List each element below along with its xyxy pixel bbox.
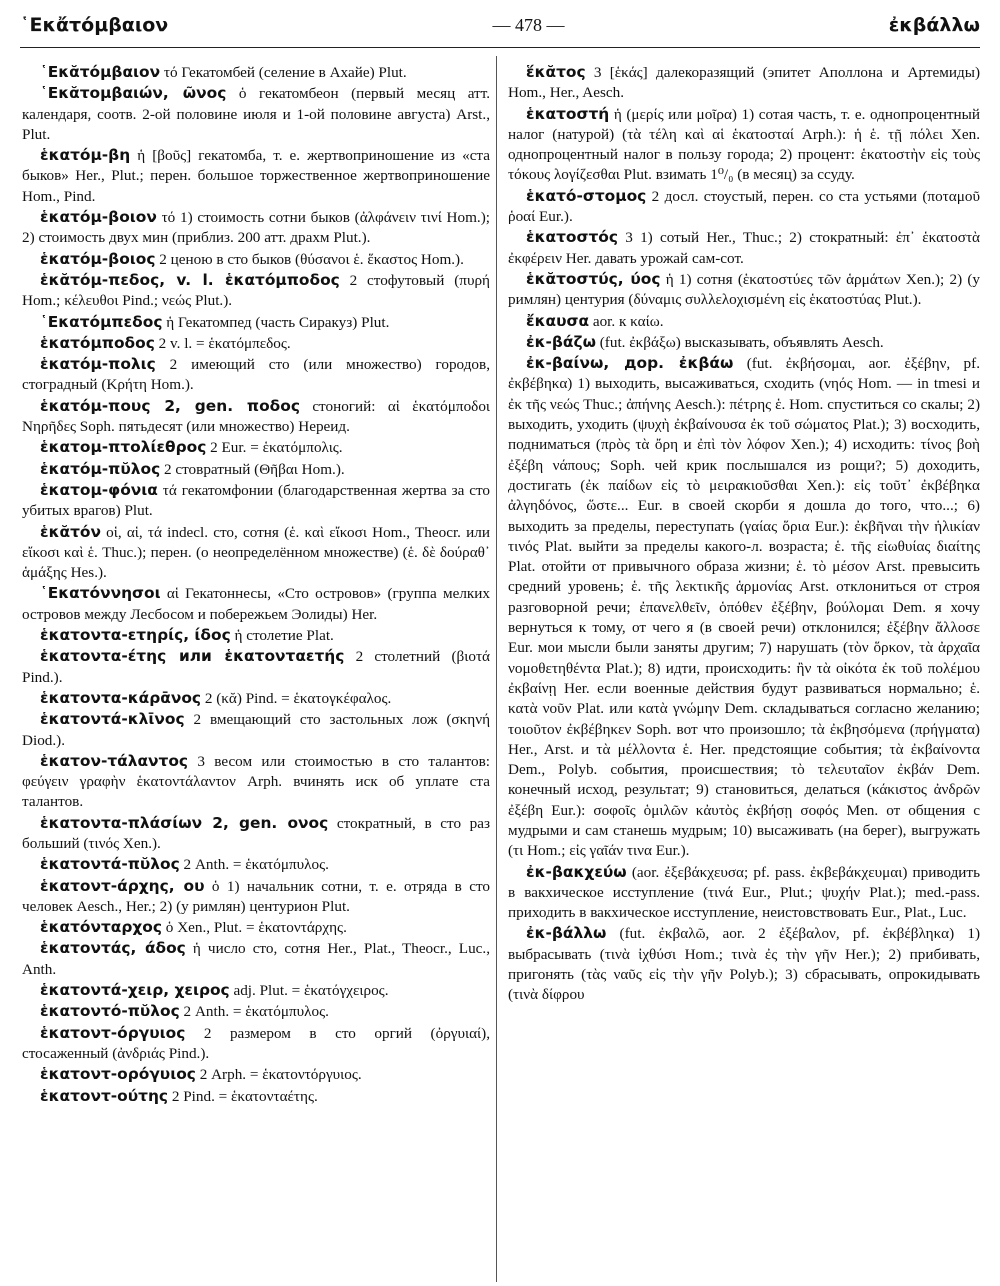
dictionary-entry <box>22 480 490 522</box>
dictionary-entry <box>22 354 490 396</box>
entry-text: ὁ 1) начальник сотни, т. е. отряда в сто человек Aesch., Her.; 2) (у римлян) центурион Plut. <box>22 877 490 915</box>
entry-text: ὁ гекатомбеон (первый месяц атт. календаря, соотв. 2-ой половине июля и 1-ой половине августа) Arst., Plut. <box>22 85 490 143</box>
entry-text: ἡ 1) сотня (ἑκατοστύες τῶν ἁρμάτων Xen.); 2) (у римлян) центурия (δύναμις συλλελοχισμένη εἰς ἑκατοστύας Plut.). <box>508 270 980 309</box>
dictionary-entry <box>22 249 490 270</box>
dictionary-entry <box>508 353 980 861</box>
entry-text: αἱ Гекатоннесы, «Сто островов» (группа мелких островов между Лесбосом и побережьем Эолиды) Her. <box>22 585 490 623</box>
entry-headword: ἑκατοντα-ετηρίς, ίδος <box>40 626 231 645</box>
dictionary-entry <box>508 332 980 353</box>
entry-text: (fut. ἐκβάξω) высказывать, объявлять Aesch. <box>599 333 884 351</box>
dictionary-entry <box>22 83 490 145</box>
dictionary-entry <box>22 396 490 438</box>
entry-headword: ἑκατοστός <box>526 228 618 247</box>
entry-headword: ἕκᾰτος <box>526 63 586 81</box>
entry-text: (fut. ἐκβαλῶ, aor. 2 ἐξέβαλον, pf. ἐκβέβληκα) 1) выбрасывать (τινὰ ἰχθύσι Hom.; τινὰ ἐς τὴν γῆν Her.); 2) прибивать, пригонять (τὰς ναῦς εἰς τὴν γῆν Polyb.); 3) сбрасывать, опрокидывать (τινὰ δίφρου <box>508 925 980 1004</box>
entry-headword: ἑκᾰτόν <box>40 522 101 541</box>
entry-text: ὁ Xen., Plut. = ἑκατοντάρχης. <box>165 919 347 937</box>
entry-headword: ῾Εκατόννησοι <box>40 584 161 603</box>
entry-headword: ἑκατόμ-βη <box>40 146 131 165</box>
entry-text: 2 ценою в сто быков (θύσανοι ἑ. ἕκαστος Hom.). <box>159 250 464 268</box>
dictionary-entry <box>22 813 490 855</box>
entry-headword: ἐκ-βάζω <box>526 332 596 351</box>
dictionary-entry <box>22 1001 490 1022</box>
entry-headword: ῾Εκατόμπεδος <box>40 312 163 331</box>
page-number: — 478 — <box>492 15 565 35</box>
left-column <box>22 62 490 1282</box>
entry-headword: ἑκατοντ-ούτης <box>40 1086 169 1105</box>
entry-headword: ἑκατοντ-όργυιος <box>40 1023 186 1042</box>
entry-text: ἡ Гекатомпед (часть Сиракуз) Plut. <box>166 313 390 331</box>
dictionary-entry <box>22 145 490 207</box>
entry-text: τό Гекатомбей (селение в Ахайе) Plut. <box>163 64 407 81</box>
dictionary-entry <box>22 688 490 709</box>
dictionary-entry <box>508 862 980 924</box>
entry-headword: ῾Εκᾰτόμβαιον <box>40 63 161 81</box>
entry-text: стоногий: αἱ ἑκατόμποδοι Νηρῆδες Soph. пятьдесят (или множество) Нереид. <box>22 397 490 436</box>
entry-headword: ἑκατό-στομος <box>526 186 647 205</box>
dictionary-entry <box>508 227 980 269</box>
entry-headword: ἑκατόμ-βοιον <box>40 208 157 227</box>
dictionary-entry <box>508 923 980 1005</box>
dictionary-entry <box>508 186 980 228</box>
entry-text: 2 размером в сто оргий (ὀργυιαί), стосаженный (ἀνδριάς Pind.). <box>22 1024 490 1062</box>
entry-headword: ἑκατοστή <box>526 104 610 123</box>
entry-text: 2 досл. стоустый, перен. со ста устьями (ποταμοῦ ῥοαί Eur.). <box>508 187 980 226</box>
entry-text: 2 вмещающий сто застольных лож (σκηνή Diod.). <box>22 711 490 749</box>
entry-text: 3 весом или стоимостью в сто талантов: φεύγειν γραφὴν ἑκατοντάλαντον Arph. вчинять иск об уплате ста талантов. <box>22 752 490 811</box>
entry-headword: ἑκατόμ-πῠλος <box>40 459 161 478</box>
header-rule <box>20 47 980 48</box>
entry-text: ἡ столетие Plat. <box>234 627 334 645</box>
dictionary-entry <box>22 312 490 333</box>
entry-headword: ἑκατοντά-πῠλος <box>40 855 180 874</box>
entry-text: 2 Eur. = ἑκατόμπολις. <box>210 439 343 457</box>
entry-headword: ἑκατόνταρχος <box>40 918 162 937</box>
entry-text: ἡ число сто, сотня Her., Plat., Theocr., Luc., Anth. <box>22 940 490 978</box>
entry-text: οἱ, αἱ, τά indecl. сто, сотня (ἑ. καὶ εἴκοσι Hom., Theocr. или εἴκοσι καὶ ἑ. Thuc.); перен. (о неопределённом множестве) (ἑ. δὲ δούραθ᾽ ἁμάξης Hes.). <box>22 523 490 582</box>
dictionary-entry <box>22 876 490 918</box>
entry-headword: ἑκατόμ-βοιος <box>40 249 156 268</box>
dictionary-entry <box>22 270 490 312</box>
entry-headword: ἑκατοντό-πῠλος <box>40 1002 180 1021</box>
dictionary-entry <box>22 62 490 83</box>
entry-text: стократный, в сто раз больший (τινός Xen.). <box>22 814 490 852</box>
entry-text: ἡ [βοῦς] гекатомба, т. е. жертвоприношение из «ста быков» Her., Plut.; перен. большое торжественное жертвоприношение Hom., Pind. <box>22 147 490 205</box>
entry-text: 2 имеющий сто (или множество) городов, стоградный (Κρήτη Hom.). <box>22 356 490 394</box>
dictionary-entry <box>22 938 490 980</box>
entry-headword: ἐκ-βακχεύω <box>526 862 627 881</box>
dictionary-entry <box>22 625 490 646</box>
entry-headword: ἐκ-βάλλω <box>526 924 607 943</box>
entry-headword: ἑκατοντα-έτης или ἑκατονταετής <box>40 647 345 666</box>
entry-headword: ἐκ-βαίνω, дор. ἐκβάω <box>526 354 734 373</box>
entry-headword: ἑκατόμ-πους 2, gen. ποδος <box>40 396 300 415</box>
entry-headword: ἑκατοντά-κλῑνος <box>40 710 185 729</box>
dictionary-entry <box>22 522 490 584</box>
entry-headword: ἑκατόμποδος <box>40 333 155 352</box>
page-header <box>20 14 980 42</box>
entry-headword: ἑκατομ-πτολίεθρος <box>40 438 207 457</box>
dictionary-entry <box>22 1086 490 1107</box>
entry-headword: ἑκατον-τάλαντος <box>40 751 189 770</box>
entry-headword: ἑκᾰτόμ-πεδος, v. l. ἑκατόμποδος <box>40 270 340 289</box>
entry-text: τό 1) стоимость сотни быков (ἀλφάνειν τινί Hom.); 2) стоимость двух мин (приблиз. 200 атт. драхм Plut.). <box>22 209 490 247</box>
entry-text: τά гекатомфонии (благодарственная жертва за сто убитых врагов) Plut. <box>22 481 490 520</box>
dictionary-entry <box>22 437 490 458</box>
entry-text: (aor. ἐξεβάκχευσα; pf. pass. ἐκβεβάκχευμαι) приводить в вакхическое исступление (τινά Eur., Plut.; ψυχήν Plat.); med.-pass. приходить в вакхическое исступление, неистовствовать Eur., Plat., Luc. <box>508 863 980 922</box>
dictionary-entry <box>22 1064 490 1085</box>
dictionary-entry <box>22 646 490 688</box>
entry-headword: ἑκατόμ-πολις <box>40 355 156 374</box>
dictionary-entry <box>508 269 980 311</box>
dictionary-entry <box>22 583 490 625</box>
entry-text: ἡ (μερίς или μοῖρα) 1) сотая часть, т. е. однопроцентный налог (натурой) (τὰ τέλη καὶ αἱ ἑκατοσταί Arph.): ἡ ἑ. τῇ πόλει Xen. однопроцентный налог в пользу города; 2) процент: ἑκατοστὴν εἰς τοὺς τόκους λογίζεσθαι Plut. взимать 1⁰/₀ (в месяц) за ссуду. <box>508 105 980 184</box>
entry-text: 2 стофутовый (πυρή Hom.; κέλευθοι Pind.; νεώς Plut.). <box>22 271 490 310</box>
entry-headword: ἑκατομ-φόνια <box>40 480 158 499</box>
entry-text: 2 Arph. = ἑκατοντόργυιος. <box>199 1066 362 1084</box>
entry-headword: ἑκατοντά-χειρ, χειρος <box>40 981 230 1000</box>
entry-headword: ῾Εκᾰτομβαιών, ῶνος <box>40 84 227 103</box>
entry-headword: ἔκαυσα <box>526 311 590 330</box>
dictionary-entry <box>22 854 490 875</box>
entry-text: (fut. ἐκβήσομαι, aor. ἐξέβην, pf. ἐκβέβηκα) 1) выходить, высаживаться, сходить (νηός Hom. — in tmesi и ἐκ τῆς νεώς Thuc.; ἀπήνης Aesch.): πέτρης ἑ. Hom. спуститься со скалы; 2) выходить, уходить (ψυχὴ ἐκβαίνουσα ἐκ τοῦ σώματος Plat.); 3) восходить, подниматься (πρὸς τὰ ὄρη и ἐπὶ τὸν λόφον Xen.); 4) исходить: τίνος βοὴ ἐξέβη νάπους; Soph. чей крик послышался из рощи?; 5) доходить, достигать (ἐκ παίδων εἰς τὸ μειρακιοῦσθαι Xen.): εἰς τοῦτ᾽ ἐκβέβηκα ἀλγηδόνος, ὥστε... Eur. в своей скорби я дошла до того, что...; 6) выходить за пределы, переступать (γαίας ὅρια Eur.): ἐκβῆναι τὴν ἡλικίαν τινός Plat. выйти за пределы какого-л. возраста; ἑ. τῆς εἰωθυίας διαίτης Plat. отойти от привычного образа жизни; ἑ. τὸ μέσον Arst. превысить средний уровень; ἑ. τῆς λεκτικῆς ἁρμονίας Arst. отклониться от строя разговорной речи; ἐπανελθεῖν, ὁπόθεν ἐξέβην, βούλομαι Dem. я хочу вернуться к тому, от чего я (в своей речи) отклонился; ἐξέβην ἄλλοσε Eur. мои мысли были заняты другим; 7) нарушать (τὸν ὅρκον, τὰ ἀρχαῖα νομοθετηθέντα Plat.); 8) идти, происходить: ἢν τὰ οἰκότα ἐκ τοῦ πολέμου ἐκβαίνῃ Her. если военные действия будут развиваться нормально; ἑ. κατὰ νοῦν Plat. или κατὰ γνώμην Dem. складываться согласно желанию; τοιοῦτον ἐκβέβηκεν Soph. вот что произошло; τὰ ἐκβησόμενα (πρήγματα) Her., Arst. и τὰ μέλλοντα ἑ. Her. предстоящие события; τὰ ἐκβαίνοντα Dem., Polyb. события, происшествия; τὸ τελευταῖον ἐκβάν Dem. конечный исход, результат; 9) становиться, делаться (κάκιστος ἀνδρῶν ἐξέβη Eur.): σοφοῖς ὁμιλῶν κἀυτὸς ἐκβήσῃ σοφός Men. от общения с мудрыми и сам станешь мудрым; 10) высаживать (на берег), выгружать (τι Hom.; εἰς γαῖάν τινα Eur.). <box>508 355 980 860</box>
dictionary-entry <box>22 1023 490 1065</box>
running-head-right: ἐκβάλλω <box>888 14 980 36</box>
entry-text: 3 1) сотый Her., Thuc.; 2) стократный: ἐπ᾽ ἑκατοστὰ ἐκφέρειν Her. давать урожай сам-сот. <box>508 229 980 267</box>
dictionary-entry <box>22 333 490 354</box>
dictionary-entry <box>22 980 490 1001</box>
entry-text: 2 столетний (βιοτά Pind.). <box>22 648 490 686</box>
entry-text: 2 v. l. = ἑκατόμπεδος. <box>158 334 291 352</box>
entry-text: adj. Plut. = ἑκατόγχειρος. <box>233 982 389 1000</box>
dictionary-entry <box>508 62 980 104</box>
entry-text: 2 стовратный (Θῆβαι Hom.). <box>163 460 345 478</box>
entry-text: 3 [ἑκάς] далекоразящий (эпитет Аполлона и Артемиды) Hom., Her., Aesch. <box>508 64 980 102</box>
dictionary-entry <box>22 709 490 751</box>
running-head-left: ῾Εκἄτόμβαιον <box>20 14 169 36</box>
entry-headword: ἑκατοντα-κάρᾱνος <box>40 688 202 707</box>
entry-text: aor. к καίω. <box>592 312 664 330</box>
entry-text: 2 Anth. = ἑκατόμπυλος. <box>183 856 329 874</box>
right-column <box>508 62 980 1282</box>
entry-headword: ἑκατοντ-ορόγυιος <box>40 1065 196 1084</box>
entry-headword: ἑκατοντ-άρχης, ου <box>40 876 205 895</box>
dictionary-entry <box>508 104 980 186</box>
dictionary-entry <box>22 207 490 249</box>
entry-text: 2 (κᾰ) Pind. = ἑκατογκέφαλος. <box>204 689 392 707</box>
dictionary-entry <box>22 751 490 813</box>
entry-text: 2 Anth. = ἑκατόμπυλος. <box>183 1003 329 1021</box>
entry-headword: ἑκατοντάς, άδος <box>40 939 186 958</box>
dictionary-entry <box>508 311 980 332</box>
entry-text: 2 Pind. = ἑκατονταέτης. <box>171 1087 318 1105</box>
column-separator <box>496 56 497 1282</box>
dictionary-entry <box>22 459 490 480</box>
entry-headword: ἑκατοντα-πλάσίων 2, gen. ονος <box>40 813 329 832</box>
entry-headword: ἑκᾰτοστύς, ύος <box>526 269 661 288</box>
dictionary-entry <box>22 917 490 938</box>
